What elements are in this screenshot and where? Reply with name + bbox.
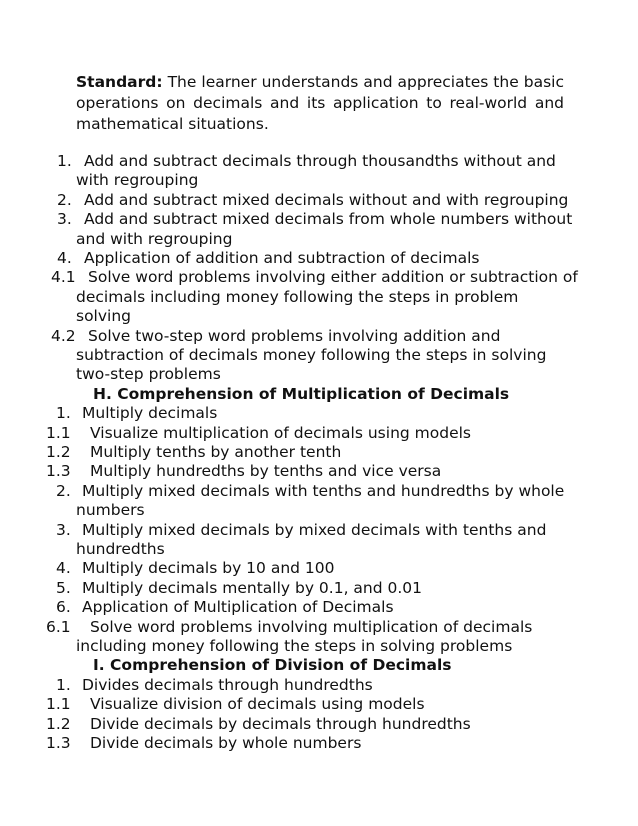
list-item-number: 1.2 — [46, 443, 71, 461]
standard-paragraph — [76, 72, 564, 135]
list-item-text: subtraction of decimals money following the steps in solving — [76, 346, 547, 364]
list-item-text: with regrouping — [76, 171, 199, 190]
list-item-number: 1.2 — [46, 714, 71, 733]
list-item-text: Multiply mixed decimals by mixed decimals with tenths and — [82, 520, 547, 539]
list-item-text: Add and subtract decimals through thousandths without and — [84, 152, 556, 170]
list-item-text: Solve word problems involving multiplication of decimals — [90, 617, 533, 636]
list-item-text: Multiply mixed decimals with tenths and hundredths by whole — [82, 481, 565, 500]
list-item-text: solving — [76, 307, 132, 326]
list-item-text: Multiply decimals mentally by 0.1, and 0.01 — [82, 578, 423, 597]
list-item-text: Visualize division of decimals using models — [90, 695, 425, 714]
list-item-text: Divides decimals through hundredths — [82, 675, 373, 694]
list-item-number: 4. — [57, 249, 72, 267]
list-item-text: Solve two-step word problems involving addition and — [88, 326, 501, 345]
list-item-text: Divide decimals by whole numbers — [90, 734, 362, 752]
list-item-number: 2. — [57, 190, 72, 209]
list-item-number: 1. — [56, 404, 71, 423]
standard-label: Standard: — [76, 73, 163, 91]
list-item-number: 5. — [56, 578, 71, 597]
list-item-text: Application of Multiplication of Decimals — [82, 598, 394, 617]
list-item-number: 4.2 — [51, 326, 76, 345]
list-item-number: 1. — [57, 152, 72, 170]
list-item-text: Add and subtract mixed decimals from whole numbers without — [84, 210, 573, 229]
list-item-text: Visualize multiplication of decimals using models — [90, 423, 471, 442]
list-item-number: 2. — [56, 481, 71, 500]
list-item-number: 1.3 — [46, 462, 71, 481]
section-heading: I. Comprehension of Division of Decimals — [93, 656, 452, 675]
list-item-number: 1.3 — [46, 734, 71, 752]
list-item-text: Solve word problems involving either addition or subtraction of — [88, 268, 578, 287]
list-item-text: Multiply decimals — [82, 404, 218, 423]
list-item-text: Multiply tenths by another tenth — [90, 443, 342, 461]
list-item-number: 6. — [56, 598, 71, 617]
list-item-text: Multiply hundredths by tenths and vice versa — [90, 462, 442, 481]
list-item-text: decimals including money following the steps in problem — [76, 287, 519, 306]
list-item-number: 3. — [56, 520, 71, 539]
list-item-number: 1.1 — [46, 695, 71, 714]
list-item-number: 1. — [56, 675, 71, 694]
list-item-number: 3. — [57, 210, 72, 229]
list-item-text: and with regrouping — [76, 229, 233, 248]
list-item-text: hundredths — [76, 540, 165, 558]
list-item-number: 4. — [56, 559, 71, 578]
list-item-text: Divide decimals by decimals through hundredths — [90, 714, 471, 733]
list-item-number: 1.1 — [46, 423, 71, 442]
list-item-text: including money following the steps in solving problems — [76, 637, 513, 655]
standard-text: The learner understands and appreciates the basic operations on decimals and its application to real-world and mathematical situations. — [76, 73, 564, 133]
list-item-number: 4.1 — [51, 268, 76, 287]
list-item-text: Multiply decimals by 10 and 100 — [82, 559, 335, 578]
list-item-text: numbers — [76, 501, 145, 520]
list-item-text: Application of addition and subtraction of decimals — [84, 249, 480, 267]
section-heading: H. Comprehension of Multiplication of Decimals — [93, 384, 510, 403]
list-item-text: Add and subtract mixed decimals without and with regrouping — [84, 190, 569, 209]
list-item-number: 6.1 — [46, 617, 71, 636]
list-item-text: two-step problems — [76, 365, 221, 384]
